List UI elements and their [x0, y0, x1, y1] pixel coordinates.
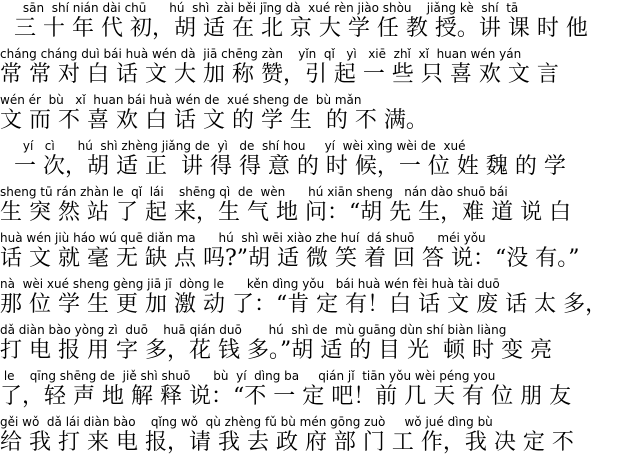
pinyin-row: gěi wǒ dǎ lái diàn bào qǐng wǒ qù zhèng fǔ bù mén gōng zuò wǒ jué dìng bù	[0, 415, 493, 429]
hanzi-row: 那 位 学 生 更 加 激 动 了：“肯 定 有！白 话 文 废 话 太 多，	[0, 292, 608, 317]
pinyin-row: nà wèi xué sheng gèng jiā jī dòng le kěn dìng yǒu bái huà wén fèi huà tài duō	[0, 277, 500, 291]
pinyin-row: sān shí nián dài chū hú shì zài běi jīng dà xué rèn jiào shòu jiǎng kè shí tā	[0, 1, 519, 15]
pinyin-row: dǎ diàn bào yòng zì duō huā qián duō hú shì de mù guāng dùn shí biàn liàng	[0, 323, 507, 337]
hanzi-row: 话 文 就 毫 无 缺 点 吗?”胡 适 微 笑 着 回 答 说：“没 有。”	[0, 246, 580, 271]
pinyin-row: cháng cháng duì bái huà wén dà jiā chēng zàn yǐn qǐ yì xiē zhǐ xǐ huan wén yán	[0, 47, 522, 61]
hanzi-row: 一 次，胡 适 正 讲 得 得 意 的 时 候，一 位 姓 魏 的 学	[0, 154, 566, 179]
hanzi-row: 给 我 打 来 电 报，请 我 去 政 府 部 门 工 作，我 决 定 不	[0, 430, 574, 455]
pinyin-row: yí cì hú shì zhèng jiǎng de yì de shí hou yí wèi xìng wèi de xué	[0, 139, 466, 153]
hanzi-row: 三 十 年 代 初，胡 适 在 北 京 大 学 任 教 授。讲 课 时 他	[0, 16, 588, 41]
pinyin-row: huà wén jiù háo wú quē diǎn ma hú shì wēi xiào zhe huí dá shuō méi yǒu	[0, 231, 486, 245]
hanzi-row: 打 电 报 用 字 多，花 钱 多。”胡 适 的 目 光 顿 时 变 亮	[0, 338, 553, 363]
pinyin-row: sheng tū rán zhàn le qǐ lái shēng qì de wèn hú xiān sheng nán dào shuō bái	[0, 185, 508, 199]
hanzi-row: 常 常 对 白 话 文 大 加 称 赞，引 起 一 些 只 喜 欢 文 言	[0, 62, 559, 87]
hanzi-row: 生 突 然 站 了 起 来，生 气 地 问：“胡 先 生，难 道 说 白	[0, 200, 572, 225]
hanzi-row: 文 而 不 喜 欢 白 话 文 的 学 生 的 不 满。	[0, 108, 428, 133]
pinyin-row: wén ér bù xǐ huan bái huà wén de xué sheng de bù mǎn	[0, 93, 362, 107]
pinyin-row: le qīng shēng de jiě shì shuō bù yí dìng ba qián jǐ tiān yǒu wèi péng you	[0, 369, 496, 383]
hanzi-row: 了，轻 声 地 解 释 说：“不 一 定 吧！前 几 天 有 位 朋 友	[0, 384, 572, 409]
